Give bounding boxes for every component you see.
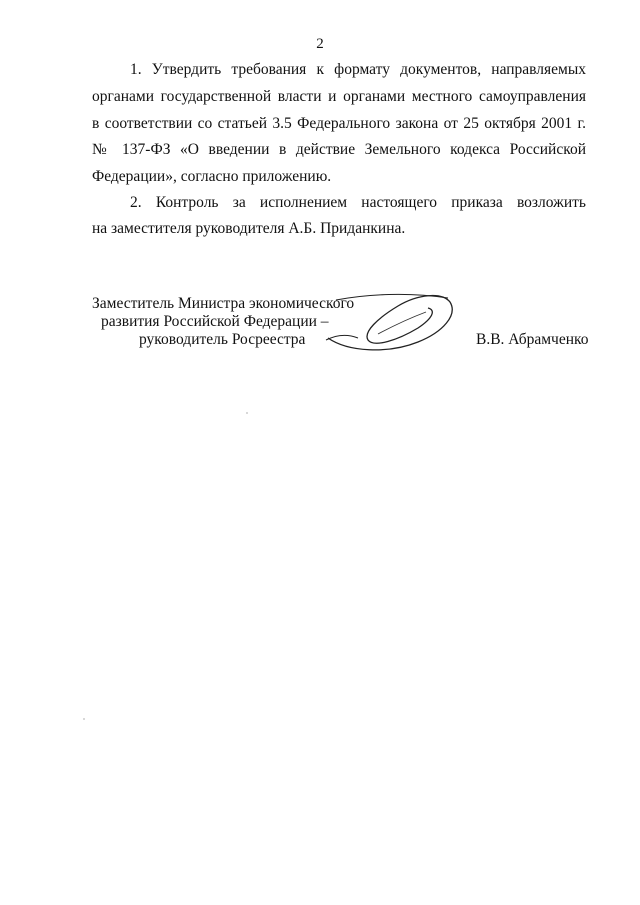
handwritten-signature — [318, 290, 468, 360]
scan-speck — [83, 718, 85, 720]
paragraph1-line-4: № 137-ФЗ «О введении в действие Земельного кодекса Российской — [92, 141, 586, 158]
page-number: 2 — [316, 36, 324, 52]
signatory-position-line-1: Заместитель Министра экономического — [92, 295, 355, 312]
signatory-position-line-3: руководитель Росреестра — [139, 331, 306, 348]
paragraph2-line-1: 2. Контроль за исполнением настоящего приказа возложить — [130, 194, 586, 211]
paragraph1-line-3: в соответствии со статьей 3.5 Федерального закона от 25 октября 2001 г. — [92, 115, 586, 132]
signatory-name: В.В. Абрамченко — [476, 331, 589, 348]
signatory-position-line-2: развития Российской Федерации – — [101, 313, 329, 330]
paragraph1-line-2: органами государственной власти и органами местного самоуправления — [92, 88, 586, 105]
paragraph1-line-1: 1. Утвердить требования к формату документов, направляемых — [130, 61, 586, 78]
paragraph2-line-2: на заместителя руководителя А.Б. Приданкина. — [92, 220, 406, 237]
scan-speck — [246, 412, 248, 414]
paragraph1-line-5: Федерации», согласно приложению. — [92, 168, 332, 185]
